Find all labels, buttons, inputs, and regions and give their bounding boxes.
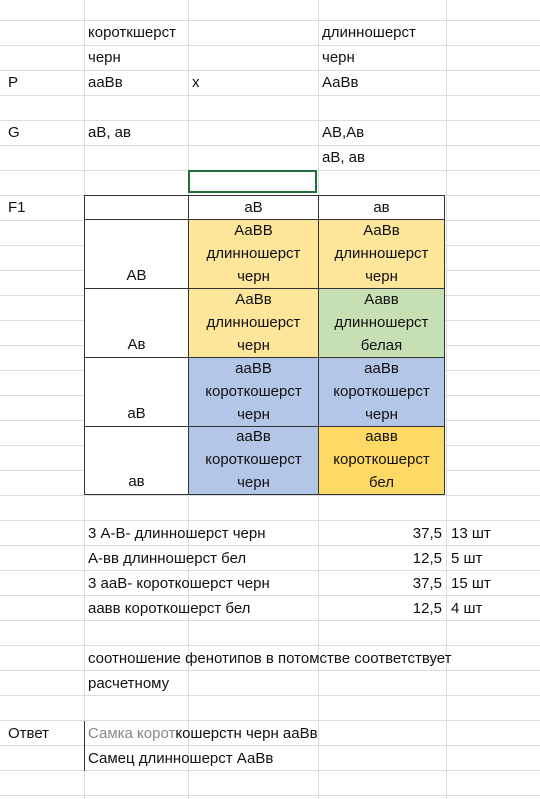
result-percent[interactable]: 37,5: [412, 525, 442, 542]
col-header-label: аВ: [244, 199, 263, 216]
phenotype-fur: длинношерст: [334, 245, 429, 262]
phenotype-color: бел: [368, 474, 395, 491]
cell-d5[interactable]: АВ,Ав: [322, 124, 365, 141]
punnett-corner[interactable]: [84, 195, 189, 220]
cell-c3[interactable]: x: [192, 74, 200, 91]
punnett-cell[interactable]: [318, 426, 445, 495]
row-gridline: [0, 120, 540, 121]
genotype: аавв: [365, 428, 398, 445]
genotype: ааВв: [236, 428, 271, 445]
phenotype-color: черн: [237, 406, 270, 423]
punnett-cell[interactable]: [188, 219, 319, 289]
phenotype-fur: длинношерст: [206, 314, 301, 331]
answer-border: [84, 721, 85, 771]
cell-b1[interactable]: короткшерст: [88, 24, 176, 41]
phenotype-fur: длинношерст: [334, 314, 429, 331]
punnett-col-header[interactable]: [318, 195, 445, 220]
phenotype-fur: длинношерст: [206, 245, 301, 262]
answer-line-2[interactable]: Самец длинношерст АаВв: [88, 750, 274, 767]
cell-d6[interactable]: аВ, ав: [322, 149, 365, 166]
row-gridline: [0, 795, 540, 796]
punnett-row-header[interactable]: [84, 288, 189, 358]
cell-a3[interactable]: P: [8, 74, 19, 91]
row-header-label: Ав: [127, 336, 146, 353]
punnett-cell[interactable]: [188, 288, 319, 358]
answer-line-1-rest: кошерстн черн ааВв: [175, 725, 318, 742]
column-gridline: [446, 0, 447, 799]
row-gridline: [0, 70, 540, 71]
cell-d3[interactable]: АаВв: [322, 74, 359, 91]
result-percent[interactable]: 12,5: [412, 550, 442, 567]
phenotype-color: черн: [365, 268, 398, 285]
row-gridline: [0, 145, 540, 146]
phenotype-fur: короткошерст: [205, 451, 302, 468]
row-header-label: ав: [128, 473, 145, 490]
phenotype-color: черн: [237, 268, 270, 285]
result-text[interactable]: 3 А-В- длинношерст черн: [88, 525, 266, 542]
row-header-label: АВ: [126, 267, 147, 284]
punnett-row-header[interactable]: [84, 426, 189, 495]
punnett-row-header[interactable]: [84, 357, 189, 427]
selected-cell[interactable]: [188, 170, 317, 193]
cell-d2[interactable]: черн: [322, 49, 355, 66]
conclusion-line-1[interactable]: соотношение фенотипов в потомстве соответствует: [88, 650, 452, 667]
answer-line-1-grey: Самка корот: [88, 725, 176, 742]
genotype: АаВВ: [234, 222, 273, 239]
punnett-cell[interactable]: [318, 357, 445, 427]
punnett-cell[interactable]: [188, 357, 319, 427]
punnett-cell[interactable]: [318, 288, 445, 358]
result-count[interactable]: 4 шт: [451, 600, 483, 617]
phenotype-color: черн: [365, 406, 398, 423]
phenotype-color: черн: [237, 474, 270, 491]
result-count[interactable]: 15 шт: [451, 575, 491, 592]
result-count[interactable]: 5 шт: [451, 550, 483, 567]
punnett-row-header[interactable]: [84, 219, 189, 289]
result-percent[interactable]: 37,5: [412, 575, 442, 592]
row-header-label: аВ: [127, 405, 146, 422]
genotype: Аавв: [364, 291, 399, 308]
row-gridline: [0, 695, 540, 696]
conclusion-line-2[interactable]: расчетному: [88, 675, 170, 692]
phenotype-fur: короткошерст: [333, 451, 430, 468]
cell-a5[interactable]: G: [8, 124, 20, 141]
punnett-cell[interactable]: [188, 426, 319, 495]
result-count[interactable]: 13 шт: [451, 525, 491, 542]
genotype: АаВв: [235, 291, 272, 308]
answer-label[interactable]: Ответ: [8, 725, 50, 742]
cell-b2[interactable]: черн: [88, 49, 121, 66]
phenotype-fur: короткошерст: [205, 383, 302, 400]
genotype: ааВв: [364, 360, 399, 377]
row-gridline: [0, 20, 540, 21]
genotype: ааВВ: [235, 360, 272, 377]
phenotype-color: черн: [237, 337, 270, 354]
row-gridline: [0, 495, 540, 496]
answer-line-1[interactable]: [88, 721, 318, 746]
genotype: АаВв: [363, 222, 400, 239]
cell-f1-label[interactable]: F1: [8, 199, 26, 216]
cell-b3[interactable]: ааВв: [88, 74, 123, 91]
punnett-col-header[interactable]: [188, 195, 319, 220]
cell-b5[interactable]: аВ, ав: [88, 124, 131, 141]
punnett-cell[interactable]: [318, 219, 445, 289]
phenotype-fur: короткошерст: [333, 383, 430, 400]
phenotype-color: белая: [360, 337, 403, 354]
punnett-square: [84, 195, 445, 495]
result-text[interactable]: А-вв длинношерст бел: [88, 550, 247, 567]
result-percent[interactable]: 12,5: [412, 600, 442, 617]
row-gridline: [0, 45, 540, 46]
cell-d1[interactable]: длинношерст: [322, 24, 416, 41]
result-text[interactable]: аавв короткошерст бел: [88, 600, 251, 617]
result-text[interactable]: 3 ааВ- короткошерст черн: [88, 575, 270, 592]
col-header-label: ав: [373, 199, 390, 216]
row-gridline: [0, 95, 540, 96]
